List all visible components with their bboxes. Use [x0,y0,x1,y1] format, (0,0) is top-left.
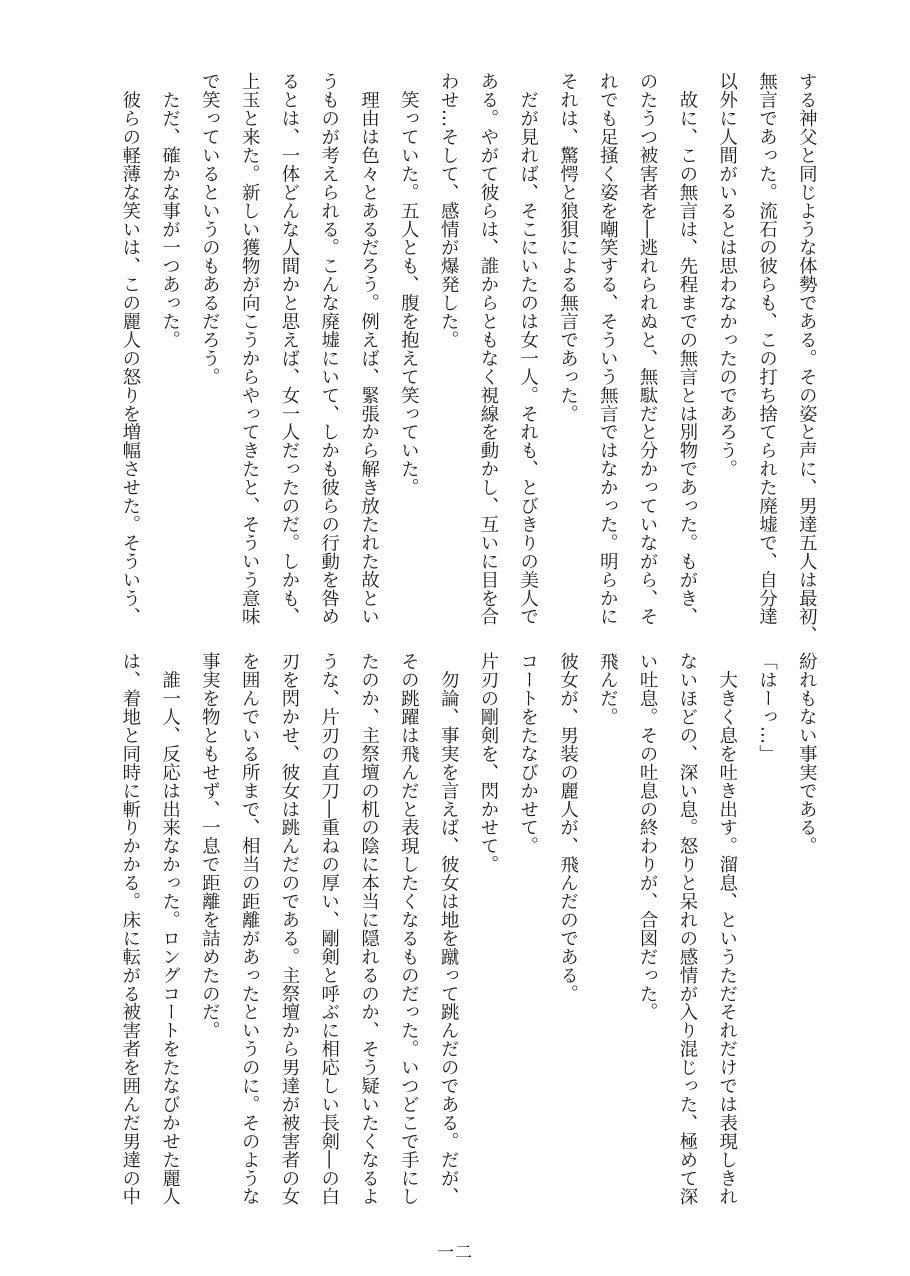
upper-text-block [108,72,826,644]
column-text: それは、驚愕と狼狽による無言であった。 [557,72,579,423]
text-column [149,72,189,622]
column-text: 勿論、事実を言えば、彼女は地を蹴って跳んだのである。だが、 [438,652,460,1206]
text-column [189,652,229,1217]
column-text: 大きく息を吐き出す。溜息、というただそれだけでは表現しきれ [716,652,738,1206]
column-text: わせ…そして、感情が爆発した。 [438,72,460,349]
column-text: るとは、一体どんな人間かと思えば、女一人だったのだ。しかも、 [278,72,300,626]
text-column [348,72,388,626]
text-column [110,652,150,1217]
text-column [269,72,309,626]
column-text: コートをたなびかせて。 [517,652,539,855]
text-column [508,652,548,1217]
column-text: うものが考えられる。こんな廃墟にいて、しかも彼らの行動を咎め [318,72,340,626]
text-column [468,652,508,1217]
column-text: ないほどの、深い息。怒りと呆れの感情が入り混じった、極めて深 [676,652,698,1206]
column-text: を囲んでいる所まで、相当の距離があったというのに。そのような [239,652,261,1206]
text-column [149,652,189,1217]
column-text: する神父と同じような体勢である。その姿と声に、男達五人は最初、 [796,72,818,644]
text-column [627,652,667,1217]
text-column [269,652,309,1217]
text-column [309,652,349,1217]
column-text: うな、片刃の直刀―重ねの厚い、剛剣と呼ぶに相応しい長剣―の白 [318,652,340,1206]
column-text: 誰一人、反応は出来なかった。ロングコートをたなびかせた麗人 [159,652,181,1206]
text-column [587,72,627,626]
column-text: のたうつ被害者を―逃れられぬと、無駄だと分かっていながら、そ [637,72,659,626]
text-column [229,72,269,626]
column-text: 刃を閃かせ、彼女は跳んだのである。主祭壇から男達が被害者の女 [278,652,300,1206]
column-text: 上玉と来た。新しい獲物が向こうからやってきたと、そういう意味 [239,72,261,626]
column-text: れでも足掻く姿を嘲笑する、そういう無言ではなかった。明らかに [597,72,619,626]
column-text: 事実を物ともせず、一息で距離を詰めたのだ。 [199,652,221,1040]
column-text: 飛んだ。 [597,652,619,726]
text-column [786,652,826,1217]
column-text: 以外に人間がいるとは思わなかったのであろう。 [716,72,738,478]
text-column [388,652,428,1217]
column-text: 片刃の剛剣を、閃かせて。 [477,652,499,874]
column-text: たのか、主祭壇の机の陰に本当に隠れるのか、そう疑いたくなるよ [358,652,380,1206]
column-text: ある。やがて彼らは、誰からともなく視線を動かし、互いに目を合 [477,72,499,626]
text-column [428,652,468,1217]
text-column [428,72,468,622]
text-column [348,652,388,1217]
column-text: 「はーっ…」 [756,652,778,763]
column-text: 彼女が、男装の麗人が、飛んだのである。 [557,652,579,1003]
text-column [587,652,627,1217]
column-text: い吐息。その吐息の終わりが、合図だった。 [637,652,659,1021]
text-column [508,72,548,626]
column-text: 笑っていた。五人とも、腹を抱えて笑っていた。 [398,72,420,497]
text-column [746,72,786,626]
column-text: その跳躍は飛んだと表現したくなるものだった。いつどこで手にし [398,652,420,1206]
column-text: で笑っているというのもあるだろう。 [199,72,221,386]
text-column [547,652,587,1217]
text-column [746,652,786,1217]
text-column [667,652,707,1217]
column-text: 無言であった。流石の彼らも、この打ち捨てられた廃墟で、自分達 [756,72,778,626]
column-text: 彼らの軽薄な笑いは、この麗人の怒りを増幅させた。そういう、 [119,72,141,626]
text-column [707,72,747,622]
text-column [667,72,707,626]
text-column [110,72,150,626]
page-number: 一二 [437,1243,473,1263]
column-text: だが見れば、そこにいたのは女一人。それも、とびきりの美人で [517,72,539,626]
text-column [627,72,667,626]
column-text: ただ、確かな事が一つあった。 [159,72,181,349]
text-column [786,72,826,644]
column-text: 紛れもない事実である。 [796,652,818,855]
text-column [547,72,587,622]
text-column [388,72,428,622]
lower-text-block [108,652,826,1217]
column-text: 理由は色々とあるだろう。例えば、緊張から解き放たれた故とい [358,72,380,626]
column-text: は、着地と同時に斬りかかる。床に転がる被害者を囲んだ男達の中 [119,652,141,1206]
text-column [707,652,747,1217]
text-column [309,72,349,626]
text-column [468,72,508,626]
column-text: 故に、この無言は、先程までの無言とは別物であった。もがき、 [676,72,698,626]
text-column [229,652,269,1217]
text-column [189,72,229,622]
